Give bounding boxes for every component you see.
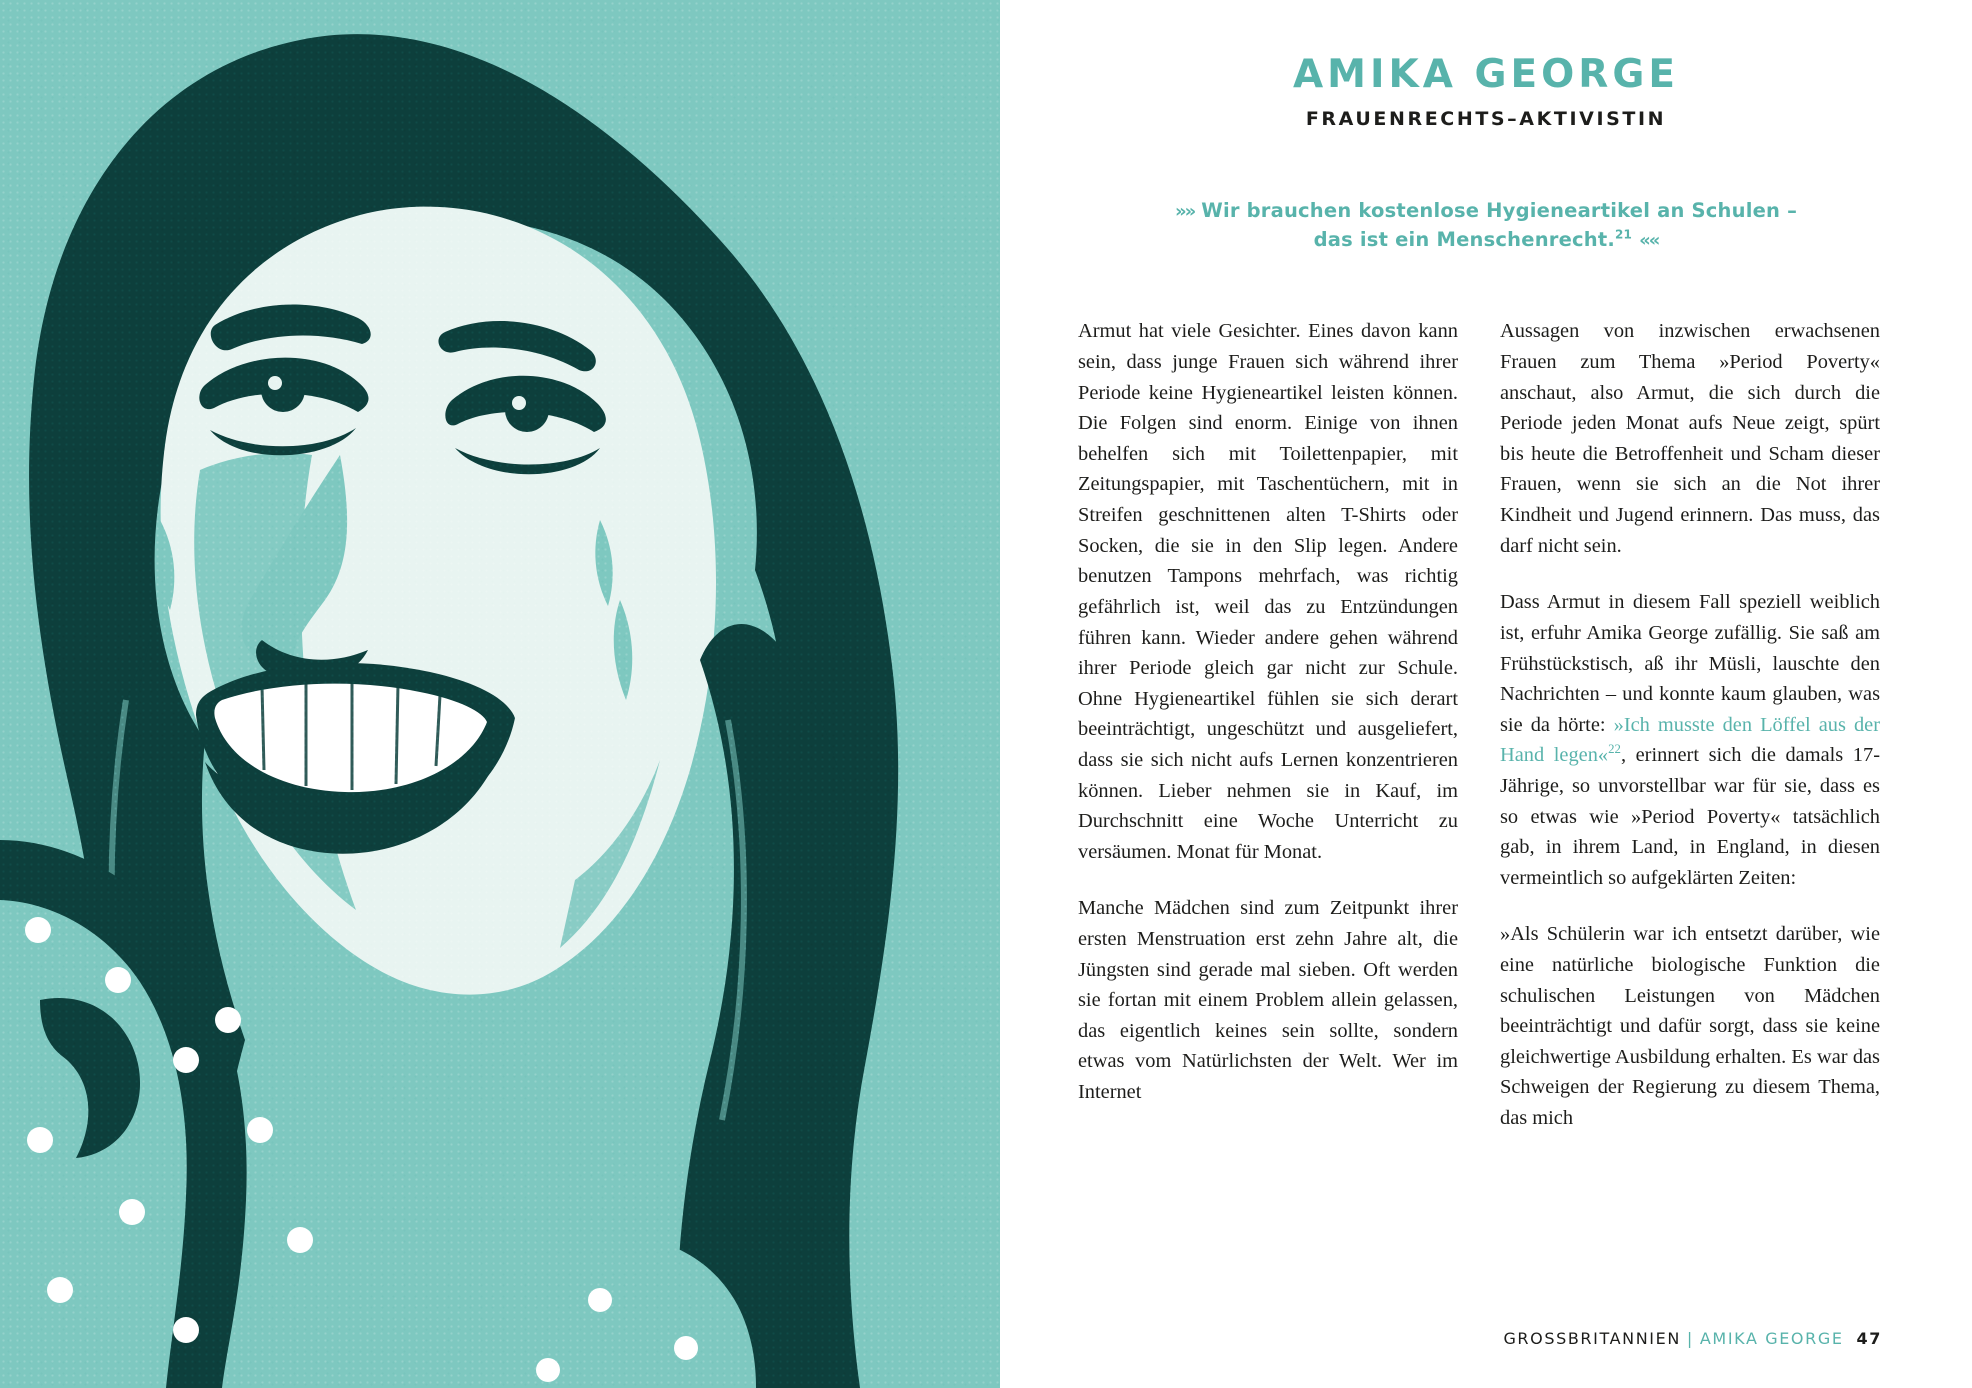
- footer-chapter: GROSSBRITANNIEN: [1503, 1329, 1681, 1348]
- paragraph: Aussagen von inzwischen erwachsenen Frauen zum Thema »Period Poverty« anschaut, also Armut, die sich durch die Periode jeden Monat aufs Neue zeigt, spürt bis heute die Betroffenheit und Scham dieser Frauen, wenn sie sich an die Not ihrer Kindheit und Jugend erinnern. Das muss, das darf nicht sein.: [1500, 320, 1880, 557]
- column-left: [1078, 316, 1458, 1133]
- paragraph: Armut hat viele Gesichter. Eines davon kann sein, dass junge Frauen sich während ihrer Periode keine Hygieneartikel leisten können. Die Folgen sind enorm. Einige von ihnen behelfen sich mit Toilettenpapier, mit Zeitungspapier, mit Taschentüchern, mit in Streifen geschnittenen alten T-Shirts oder Socken, die sie in den Slip legen. Andere benutzen Tampons mehrfach, was richtig gefährlich ist, weil das zu Entzündungen führen kann. Wieder andere gehen während ihrer Periode gleich gar nicht zur Schule. Ohne Hygieneartikel fühlen sie sich derart beeinträchtigt, ungeschützt und ausgeliefert, dass sie sich nicht aufs Lernen konzentrieren können. Lieber nehmen sie in Kauf, im Durchschnitt eine Woche Unterricht zu versäumen. Monat für Monat.: [1078, 320, 1458, 863]
- pull-quote: [1136, 196, 1836, 255]
- quote-close-icon: ««: [1639, 230, 1659, 252]
- page-subtitle: FRAUENRECHTS–AKTIVISTIN: [1305, 107, 1667, 130]
- paragraph-text-cont: , erinnert sich die damals 17-Jährige, so unvorstellbar war für sie, dass es so etwas wie »Period Poverty« tatsächlich gab, in ihrem Land, in England, in diesen vermeintlich so aufgeklärten Zeiten:: [1500, 744, 1880, 889]
- text-page: [1000, 0, 1972, 1388]
- quote-open-icon: »»: [1174, 200, 1195, 222]
- pull-quote-line-1: Wir brauchen kostenlose Hygieneartikel an Schulen –: [1201, 198, 1798, 222]
- pull-quote-footnote: 21: [1615, 227, 1633, 242]
- page-number: 47: [1856, 1329, 1882, 1348]
- page-header: [1000, 0, 1972, 130]
- page-title: AMIKA GEORGE: [1293, 52, 1679, 97]
- footer-person: AMIKA GEORGE: [1699, 1329, 1844, 1348]
- body-columns: [1078, 316, 1882, 1133]
- paragraph: Manche Mädchen sind zum Zeitpunkt ihrer ersten Menstruation erst zehn Jahre alt, die Jüngsten sind gerade mal sieben. Oft werden sie fortan mit einem Problem allein gelassen, das eigentlich keines sein sollte, sondern etwas vom Natürlichsten der Welt. Wer im Internet: [1078, 897, 1458, 1104]
- paragraph-with-quote: [1500, 587, 1880, 893]
- column-right: [1500, 316, 1880, 1133]
- footer-separator: |: [1686, 1329, 1694, 1348]
- inline-quote-footnote: 22: [1608, 742, 1621, 757]
- pull-quote-line-2: das ist ein Menschenrecht.: [1313, 228, 1615, 252]
- page-footer: [1503, 1329, 1882, 1348]
- inline-quote: »Ich musste den Löffel aus der Hand legen«: [1500, 713, 1880, 767]
- block-quote: »Als Schülerin war ich entsetzt darüber, wie eine natürliche biologische Funktion die schulischen Leistungen von Mädchen beeinträchtigt und dafür sorgt, dass sie keine gleichwertige Ausbildung erhalten. Es war das Schweigen der Regierung zu diesem Thema, das mich: [1500, 923, 1880, 1130]
- paragraph-text: Dass Armut in diesem Fall speziell weiblich ist, erfuhr Amika George zufällig. Sie saß am Frühstückstisch, aß ihr Müsli, lauschte den Nachrichten – und konnte kaum glauben, was sie da hörte:: [1500, 591, 1880, 736]
